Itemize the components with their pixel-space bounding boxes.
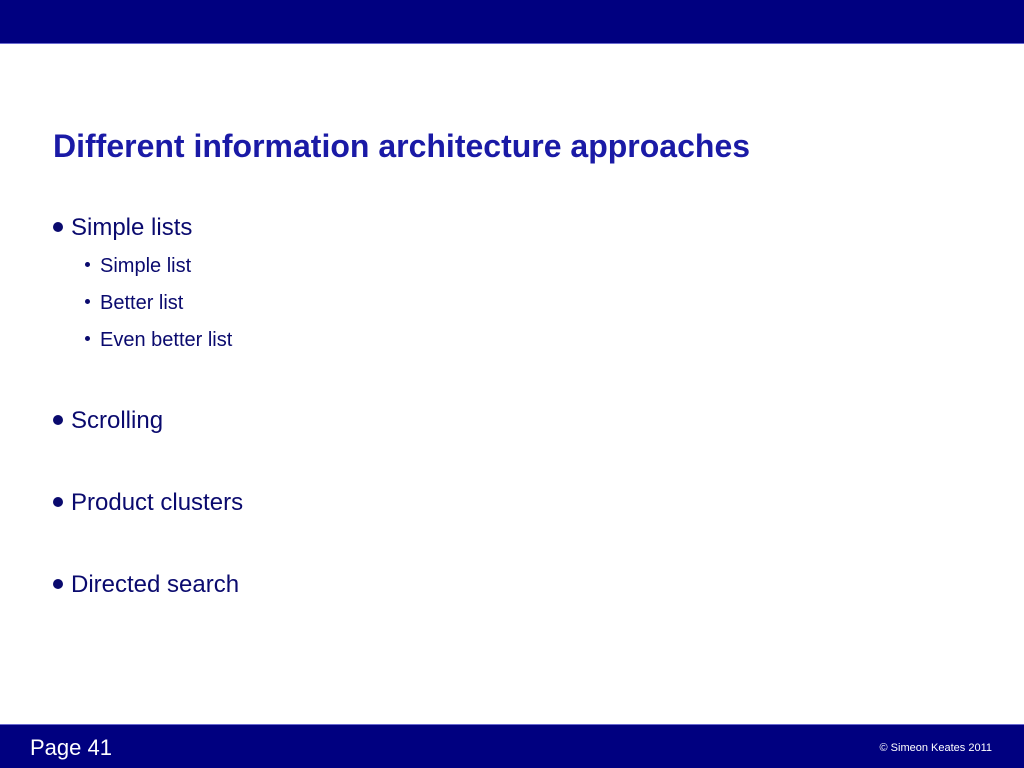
sub-bullet-item <box>85 285 753 322</box>
sub-bullet-list <box>85 248 753 359</box>
sub-bullet-label: Simple list <box>100 255 192 277</box>
sub-bullet-dot-icon <box>85 299 90 304</box>
sub-bullet-item <box>85 248 753 285</box>
page-number: Page 41 <box>30 735 112 760</box>
footer-bar <box>0 724 1024 768</box>
sub-bullet-dot-icon <box>85 336 90 341</box>
sub-bullet-item <box>85 322 753 359</box>
bullet-item <box>53 567 753 603</box>
bullet-list <box>53 210 753 603</box>
bullet-item <box>53 403 753 439</box>
bullet-dot-icon <box>53 579 63 589</box>
sub-bullet-dot-icon <box>85 262 90 267</box>
bullet-dot-icon <box>53 415 63 425</box>
sub-bullet-label: Better list <box>100 292 184 314</box>
bullet-label: Simple lists <box>71 214 193 241</box>
slide-title: Different information architecture approaches <box>53 128 751 164</box>
copyright-notice: © Simeon Keates 2011 <box>879 742 992 754</box>
bullet-item <box>53 210 753 246</box>
bullet-item <box>53 485 753 521</box>
sub-bullet-label: Even better list <box>100 329 233 351</box>
bullet-label: Product clusters <box>71 489 244 516</box>
bullet-dot-icon <box>53 497 63 507</box>
bullet-dot-icon <box>53 222 63 232</box>
bullet-label: Scrolling <box>71 407 164 434</box>
bullet-label: Directed search <box>71 571 240 598</box>
header-bar <box>0 0 1024 44</box>
